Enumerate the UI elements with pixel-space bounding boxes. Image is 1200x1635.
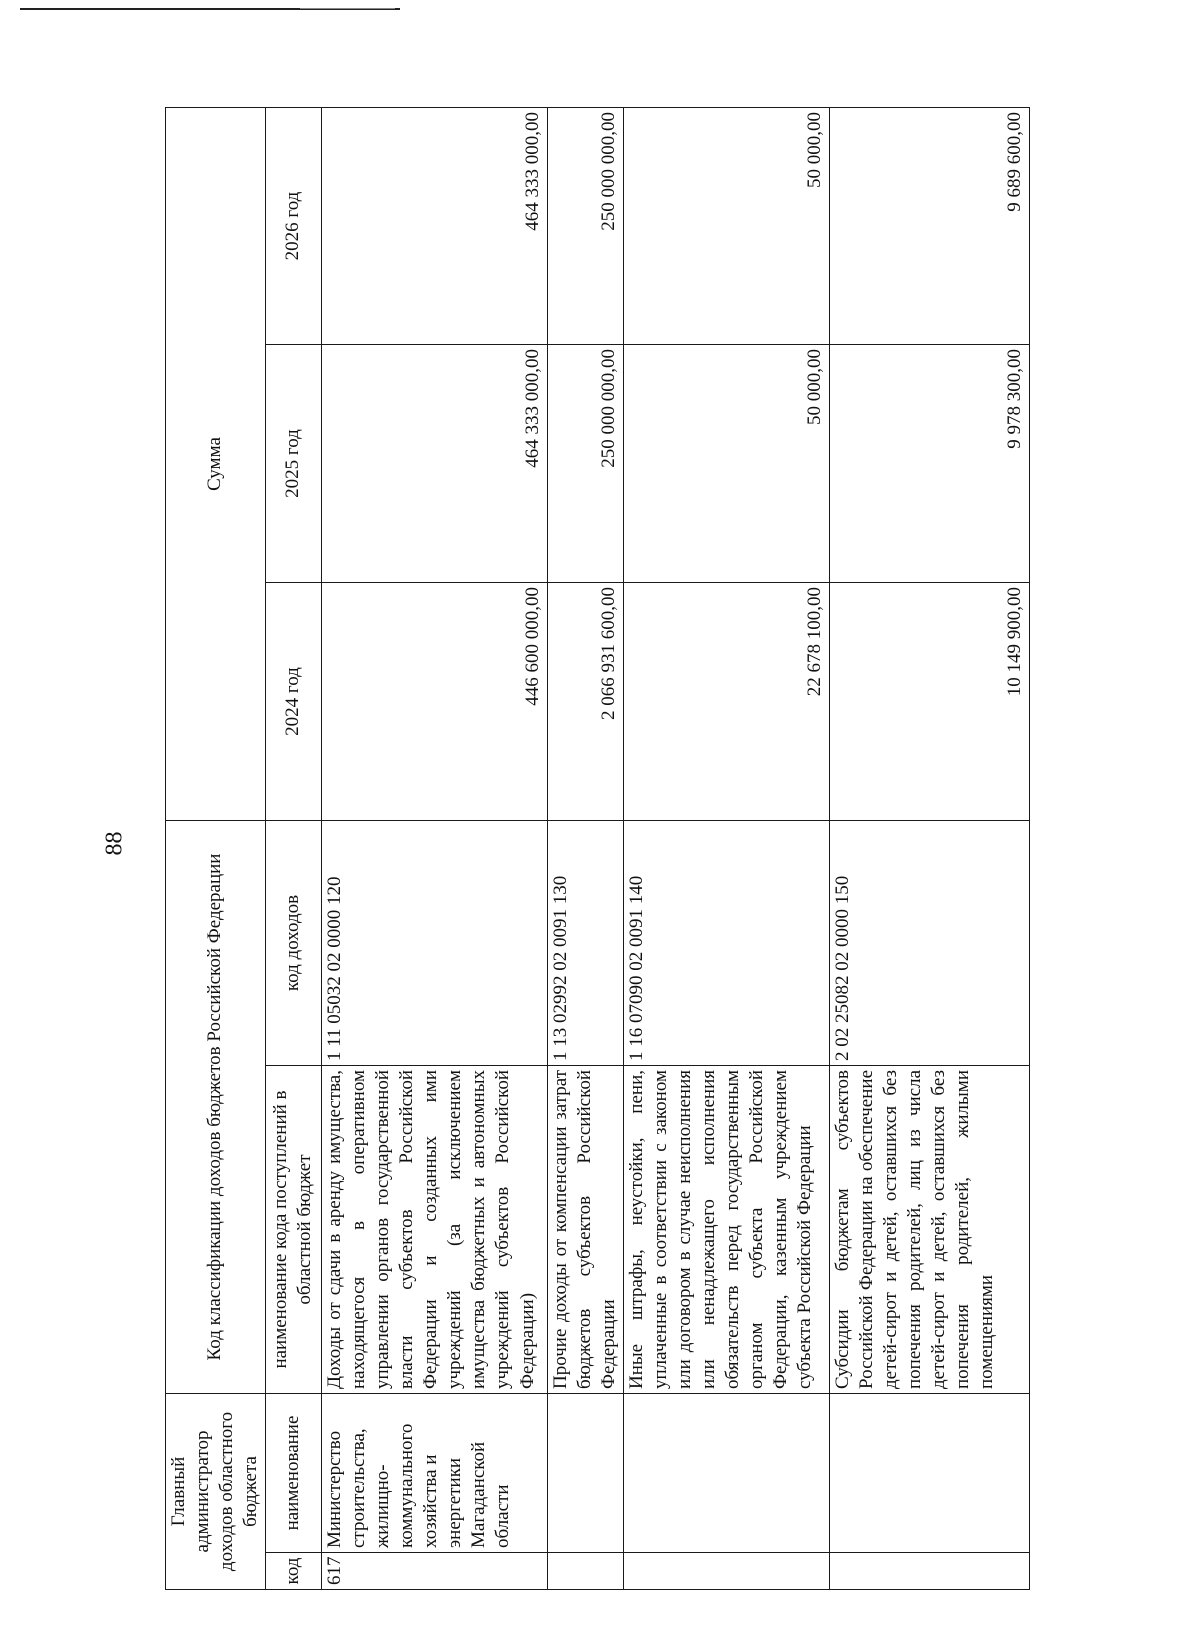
sum-2025: 9 978 300,00	[829, 345, 1029, 583]
admin-name: Министерство строительства, жилищно-коммунального хозяйства и энергетики Магаданской области	[321, 1394, 547, 1553]
income-name: Субсидии бюджетам субъектов Российской Федерации на обеспечение детей-сирот и детей, оставшихся без попечения родителей, лиц из числа детей-сирот и детей, оставшихся без попечения родителей, жилыми помещениями	[829, 1066, 1029, 1394]
admin-code-empty	[547, 1553, 623, 1590]
income-name: Иные штрафы, неустойки, пени, уплаченные в соответствии с законом или договором в случае неисполнения или ненадлежащего исполнения обязательств перед государственным органом субъекта Российской Федерации, казенным учреждением субъекта Российской Федерации	[623, 1066, 829, 1394]
table-row	[321, 108, 547, 1590]
admin-name-empty	[547, 1394, 623, 1553]
sum-2026: 9 689 600,00	[829, 108, 1029, 345]
header-admin-group: Главный администратор доходов областного бюджета	[166, 1394, 266, 1590]
income-table	[165, 107, 1030, 1590]
header-sum-group: Сумма	[166, 108, 266, 821]
admin-code-empty	[829, 1553, 1029, 1590]
income-code: 1 13 02992 02 0091 130	[547, 821, 623, 1066]
header-year-2026: 2026 год	[265, 108, 321, 345]
header-classification-group: Код классификации доходов бюджетов Российской Федерации	[166, 821, 266, 1394]
sum-2025: 50 000,00	[623, 345, 829, 583]
header-year-2025: 2025 год	[265, 345, 321, 583]
table-row	[547, 108, 623, 1590]
sum-2024: 2 066 931 600,00	[547, 583, 623, 821]
sum-2024: 22 678 100,00	[623, 583, 829, 821]
header-income-name: наименование кода поступлений в областной бюджет	[265, 1066, 321, 1394]
header-income-code: код доходов	[265, 821, 321, 1066]
income-name: Доходы от сдачи в аренду имущества, находящегося в оперативном управлении органов государственной власти субъектов Российской Федерации и созданных ими учреждений (за исключением имущества бюджетных и автономных учреждений субъектов Российской Федерации)	[321, 1066, 547, 1394]
admin-code: 617	[321, 1553, 547, 1590]
table-row	[829, 108, 1029, 1590]
sum-2024: 10 149 900,00	[829, 583, 1029, 821]
income-code: 1 16 07090 02 0091 140	[623, 821, 829, 1066]
sum-2024: 446 600 000,00	[321, 583, 547, 821]
header-code: код	[265, 1553, 321, 1590]
header-admin-name: наименование	[265, 1394, 321, 1553]
admin-code-empty	[623, 1553, 829, 1590]
sum-2026: 50 000,00	[623, 108, 829, 345]
sum-2025: 464 333 000,00	[321, 345, 547, 583]
income-code: 2 02 25082 02 0000 150	[829, 821, 1029, 1066]
income-name: Прочие доходы от компенсации затрат бюджетов субъектов Российской Федерации	[547, 1066, 623, 1394]
income-code: 1 11 05032 02 0000 120	[321, 821, 547, 1066]
sum-2026: 464 333 000,00	[321, 108, 547, 345]
admin-name-empty	[623, 1394, 829, 1553]
header-year-2024: 2024 год	[265, 583, 321, 821]
page-number: 88	[101, 831, 128, 856]
top-rule-faint	[300, 8, 395, 9]
sum-2026: 250 000 000,00	[547, 108, 623, 345]
table-row	[623, 108, 829, 1590]
sum-2025: 250 000 000,00	[547, 345, 623, 583]
income-table-sheet	[165, 108, 1026, 1590]
admin-name-empty	[829, 1394, 1029, 1553]
